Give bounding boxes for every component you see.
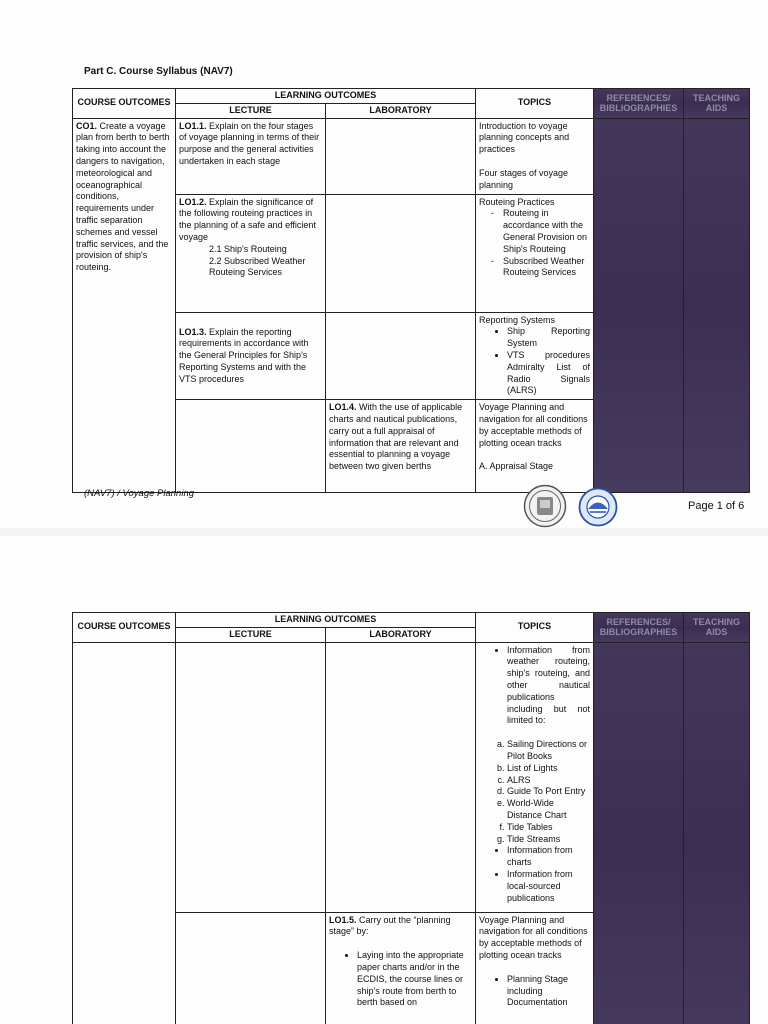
teaching-aids-header: TEACHING AIDS: [684, 613, 750, 643]
references-cell: [594, 118, 684, 493]
publication-item: g. Tide Streams: [507, 834, 590, 846]
publication-item: e. World-Wide Distance Chart: [507, 798, 590, 822]
laboratory-cell: [326, 400, 476, 493]
topic-item: - Routeing in accordance with the General Provision on Ship's Routeing: [503, 208, 590, 255]
learning-outcomes-header: LEARNING OUTCOMES: [176, 89, 476, 104]
co-code: CO1.: [76, 120, 98, 131]
course-outcome-cell: [73, 118, 176, 493]
syllabus-table-page-2: [72, 612, 750, 1024]
lecture-cell: [176, 312, 326, 400]
lo-code: LO1.4.: [329, 402, 357, 413]
laboratory-cell: [326, 642, 476, 912]
course-outcomes-header: COURSE OUTCOMES: [73, 89, 176, 119]
topic-list: [479, 326, 590, 397]
lecture-header: LECTURE: [176, 627, 326, 642]
syllabus-table-page-1: [72, 88, 750, 493]
lecture-cell: [176, 642, 326, 912]
footer-course-title: (NAV7) / Voyage Planning: [84, 488, 195, 499]
laboratory-cell: [326, 912, 476, 1024]
publication-item: f. Tide Tables: [507, 822, 590, 834]
publication-item: • Information from local-sourced publications: [507, 869, 590, 904]
laboratory-header: LABORATORY: [326, 627, 476, 642]
lecture-cell: [176, 118, 326, 194]
lo-bullet: • Laying into the appropriate paper charts and/or in the ECDIS, the course lines or ship's route from berth to berth based on: [357, 950, 472, 1009]
co-text: Create a voyage plan from berth to berth taking into account the dangers to navigation, meteorological and oceanographical conditions, requirements under traffic separation schemes and vessel traffic services, and the provision of ship's routeing.: [76, 120, 170, 273]
topic-list: [479, 208, 590, 279]
topics-cell: [476, 400, 594, 493]
lo-code: LO1.5.: [329, 914, 357, 925]
lo-code: LO1.2.: [179, 196, 207, 207]
publication-item: • Information from charts: [507, 845, 590, 869]
learning-outcomes-header: LEARNING OUTCOMES: [176, 613, 476, 628]
references-header: REFERENCES/ BIBLIOGRAPHIES: [594, 613, 684, 643]
topic-list: [479, 974, 590, 1009]
topic-title: Routeing Practices: [479, 196, 555, 207]
lo-code: LO1.1.: [179, 120, 207, 131]
topic-item: • Planning Stage including Documentation: [507, 974, 590, 1009]
topics-cell: [476, 912, 594, 1024]
lo-text: With the use of applicable charts and nautical publications, carry out a full appraisal of information that are relevant and essential to planning a voyage between two given berths: [329, 402, 463, 472]
topics-cell: [476, 194, 594, 312]
lecture-header: LECTURE: [176, 103, 326, 118]
publication-item: b. List of Lights: [507, 763, 590, 775]
topic-item: • Information from weather routeing, ship's routeing, and other nautical publications including but not limited to:: [507, 645, 590, 728]
topic-title: Reporting Systems: [479, 314, 556, 325]
lo-bullet-list: [329, 950, 472, 1009]
course-outcomes-header: COURSE OUTCOMES: [73, 613, 176, 643]
teaching-aids-cell: [684, 642, 750, 1024]
references-header: REFERENCES/ BIBLIOGRAPHIES: [594, 89, 684, 119]
commission-seal-logo: [578, 487, 618, 527]
lo-text: Explain the significance of the following routeing practices in the planning of a safe and efficient voyage: [179, 196, 316, 242]
topic-item: • Ship Reporting System: [507, 326, 590, 350]
topic-list: [479, 645, 590, 728]
topics-cell: [476, 118, 594, 194]
topic-item: • VTS procedures Admiralty List of Radio Signals (ALRS): [507, 350, 590, 397]
part-title: Part C. Course Syllabus (NAV7): [84, 66, 233, 77]
page-number: Page 1 of 6: [688, 500, 745, 512]
lecture-cell: [176, 912, 326, 1024]
lo-text: Explain the reporting requirements in accordance with the General Principles for Ship's Reporting Systems and with the VTS procedures: [179, 326, 309, 384]
topics-cell: [476, 312, 594, 400]
laboratory-header: LABORATORY: [326, 103, 476, 118]
lo-text: Carry out the “planning stage” by:: [329, 914, 451, 937]
topic-text: Introduction to voyage planning concepts and practices: [479, 120, 570, 155]
topic-item: - Subscribed Weather Routeing Services: [503, 256, 590, 280]
publication-item: c. ALRS: [507, 775, 590, 787]
lecture-cell: [176, 400, 326, 493]
topic-text: Voyage Planning and navigation for all conditions by acceptable methods of plotting ocean tracks: [479, 914, 588, 960]
teaching-aids-cell: [684, 118, 750, 493]
topic-text: Voyage Planning and navigation for all conditions by acceptable methods of plotting ocean tracks: [479, 402, 588, 448]
lo-code: LO1.3.: [179, 326, 207, 337]
topics-cell: [476, 642, 594, 912]
course-outcome-cell: [73, 642, 176, 1024]
lo-text: Explain on the four stages of voyage planning in terms of their purpose and the general activities undertaken in each stage: [179, 120, 320, 166]
publication-item: a. Sailing Directions or Pilot Books: [507, 739, 590, 763]
institution-seal-logo: [523, 484, 567, 528]
topics-header: TOPICS: [476, 89, 594, 119]
sub-item: 2.2 Subscribed Weather Routeing Services: [209, 255, 306, 278]
lecture-cell: [176, 194, 326, 312]
page-2: [0, 532, 768, 1024]
topic-text: A. Appraisal Stage: [479, 461, 554, 472]
references-cell: [594, 642, 684, 1024]
teaching-aids-header: TEACHING AIDS: [684, 89, 750, 119]
publication-list: [479, 739, 590, 904]
sub-item: 2.1 Ship's Routeing: [209, 243, 287, 254]
topic-text: Four stages of voyage planning: [479, 167, 569, 190]
laboratory-cell: [326, 194, 476, 312]
laboratory-cell: [326, 312, 476, 400]
publication-item: d. Guide To Port Entry: [507, 786, 590, 798]
topics-header: TOPICS: [476, 613, 594, 643]
laboratory-cell: [326, 118, 476, 194]
